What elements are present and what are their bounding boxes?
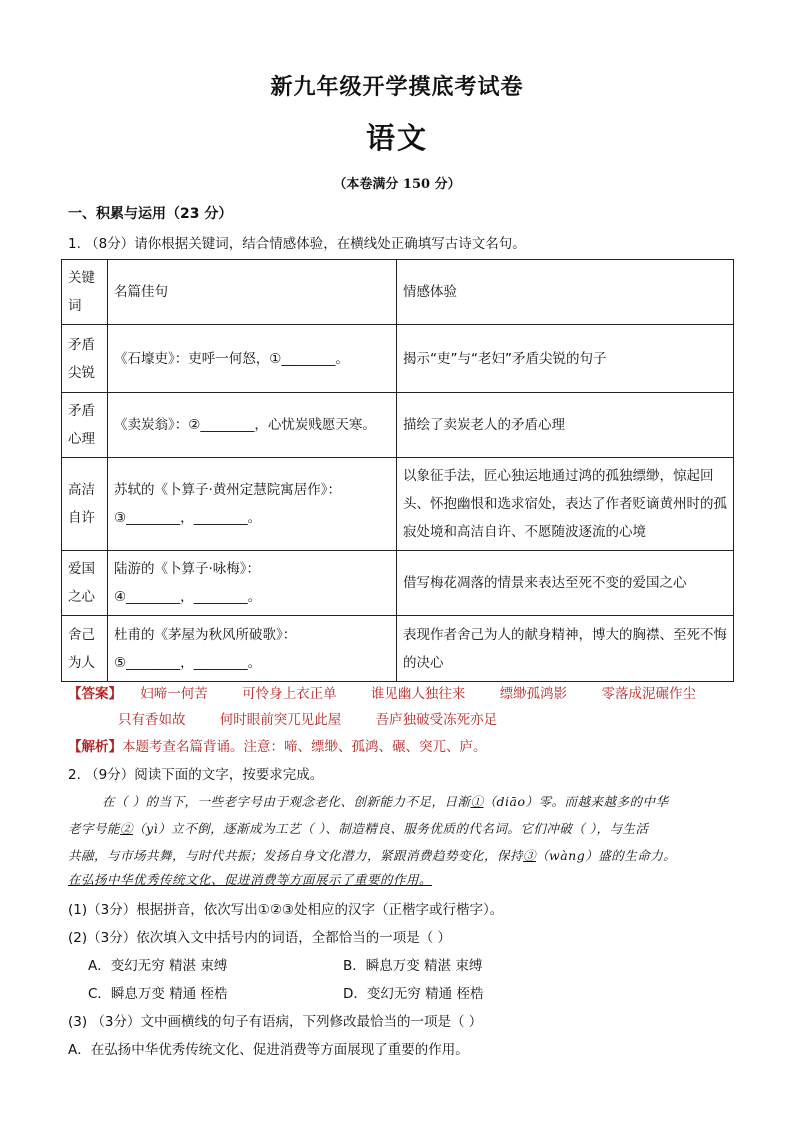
option-b: B．瞬息万变 精湛 束缚 [343, 958, 483, 974]
blank-marker: ③ [523, 848, 537, 863]
verse-cell [108, 458, 397, 551]
keyword-cell: 高洁自许 [62, 458, 108, 551]
verse-cell [108, 551, 397, 616]
table-row [62, 551, 734, 616]
verse-blank-line: ⑤________，________。 [114, 654, 262, 671]
passage-text: （diāo）零。而越来越多的中华 [483, 794, 669, 809]
analysis-line [68, 735, 487, 755]
answer-item: 何时眼前突兀见此屋 [219, 712, 342, 728]
option-d: D．变幻无穷 精通 桎梏 [343, 986, 484, 1002]
verse-blank-line: ③________，________。 [114, 510, 262, 526]
reading-passage [68, 788, 738, 891]
table-row [62, 393, 734, 458]
answer-item: 只有香如故 [118, 712, 186, 728]
answer-line-1 [68, 682, 696, 702]
table-header-cell: 关键词 [62, 260, 108, 325]
blank-marker: ① [470, 794, 484, 809]
option-a-q3: A．在弘扬中华优秀传统文化、促进消费等方面展现了重要的作用。 [68, 1042, 469, 1058]
option-c: C．瞬息万变 精通 桎梏 [88, 986, 228, 1002]
keyword-cell: 爱国之心 [62, 551, 108, 616]
table-header-cell: 名篇佳句 [108, 260, 397, 325]
passage-text: （wàng）盛的生命力。 [536, 848, 677, 863]
passage-text: （yì）立不倒，逐渐成为工艺（ ）、制造精良、服务优质的代名词。它们冲破（ ），与生活 [133, 821, 649, 836]
verse-cell [108, 325, 397, 393]
subject-title: 语文 [365, 121, 428, 155]
passage-text: 共融，与市场共舞，与时代共振；发扬自身文化潜力，紧跟消费趋势变化，保持 [68, 848, 524, 863]
question-2-stem: 2. （9分）阅读下面的文字，按要求完成。 [68, 767, 324, 783]
analysis-text: 本题考查名篇背诵。注意：啼、缥缈、孤鸿、碾、突兀、庐。 [122, 739, 487, 755]
passage-line [68, 788, 738, 815]
answer-item: 缥缈孤鸿影 [499, 686, 568, 702]
passage-line [68, 815, 738, 842]
verse-line: 《石壕吏》：吏呼一何怒，①________。 [114, 350, 349, 367]
sub-question-3: (3) （3分）文中画横线的句子有语病，下列修改最恰当的一项是（ ） [68, 1014, 483, 1030]
total-score: （本卷满分 150 分） [333, 177, 461, 192]
answer-label: 【答案】 [68, 686, 122, 702]
section-heading: 一、积累与运用（23 分） [68, 206, 233, 222]
passage-text: 在（ ）的当下，一些老字号由于观念老化、创新能力不足，日渐 [102, 794, 471, 809]
verse-line: 《卖炭翁》：②________，心忧炭贱愿天寒。 [114, 417, 376, 433]
feeling-cell: 借写梅花凋落的情景来表达至死不变的爱国之心 [397, 551, 734, 616]
analysis-label: 【解析】 [68, 739, 122, 755]
underlined-sentence: 在弘扬中华优秀传统文化、促进消费等方面展示了重要的作用。 [68, 872, 433, 887]
passage-line [68, 842, 738, 869]
table-row [62, 458, 734, 551]
question-1-stem: 1. （8分）请你根据关键词，结合情感体验，在横线处正确填写古诗文名句。 [68, 236, 526, 252]
verse-line: 苏轼的《卜算子·黄州定慧院寓居作》： [114, 482, 342, 498]
keyword-cell: 矛盾尖锐 [62, 325, 108, 393]
answer-item: 零落成泥碾作尘 [601, 686, 696, 702]
feeling-cell: 表现作者舍己为人的献身精神，博大的胸襟、至死不悔的决心 [397, 616, 734, 682]
table-header-row [62, 260, 734, 325]
answer-item: 谁见幽人独往来 [370, 686, 466, 702]
verse-line: 陆游的《卜算子·咏梅》： [114, 561, 261, 577]
table-row [62, 325, 734, 393]
option-a: A．变幻无穷 精湛 束缚 [88, 958, 228, 974]
sub-question-1: (1)（3分）根据拼音，依次写出①②③处相应的汉字（正楷字或行楷字）。 [68, 902, 504, 918]
verse-line: 杜甫的《茅屋为秋风所破歌》： [114, 626, 297, 643]
blank-marker: ② [120, 821, 134, 836]
verse-cell [108, 393, 397, 458]
exam-title: 新九年级开学摸底考试卷 [270, 74, 524, 100]
table-header-cell: 情感体验 [397, 260, 734, 325]
answer-item: 吾庐独破受冻死亦足 [375, 712, 498, 728]
feeling-cell: 描绘了卖炭老人的矛盾心理 [397, 393, 734, 458]
answer-item: 妇啼一何苦 [140, 686, 208, 702]
feeling-cell: 以象征手法，匠心独运地通过鸿的孤独缥缈，惊起回头、怀抱幽恨和选求宿处，表达了作者贬谪黄州时的孤寂处境和高洁自许、不愿随波逐流的心境 [397, 458, 734, 551]
sub-question-2: (2)（3分）依次填入文中括号内的词语，全都恰当的一项是（ ） [68, 930, 452, 946]
keyword-cell: 矛盾心理 [62, 393, 108, 458]
verse-blank-line: ④________，________。 [114, 589, 262, 605]
verse-cell [108, 616, 397, 682]
answer-line-2 [68, 708, 497, 728]
table-row [62, 616, 734, 682]
poetry-table [61, 259, 734, 682]
keyword-cell: 舍己为人 [62, 616, 108, 682]
passage-text: 老字号能 [68, 821, 121, 836]
feeling-cell: 揭示“吏”与“老妇”矛盾尖锐的句子 [397, 325, 734, 393]
answer-item: 可怜身上衣正单 [242, 686, 337, 702]
